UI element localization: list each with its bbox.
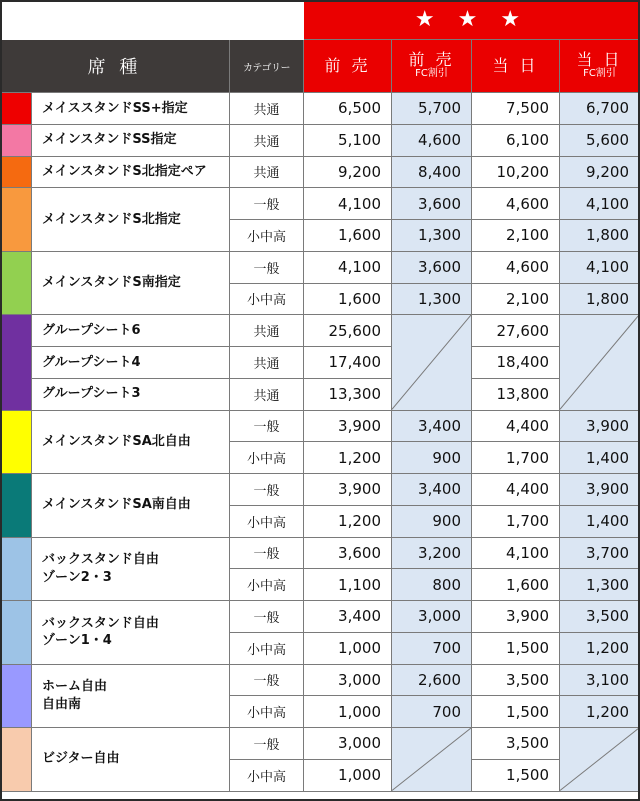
header-col-sublabel: FC割引 (583, 68, 616, 80)
price-cell: 900 (392, 506, 472, 538)
seat-name: メインスタンドS北指定ペア (32, 157, 230, 189)
price-cell: 1,200 (304, 442, 392, 474)
not-available-cell (392, 315, 472, 410)
price-cell: 13,800 (472, 379, 560, 411)
header-col-label: 前 売 (324, 55, 371, 75)
price-cell: 4,600 (472, 252, 560, 284)
section-color-swatch (0, 125, 32, 157)
price-cell: 900 (392, 442, 472, 474)
seat-name: ホーム自由 自由南 (32, 665, 230, 729)
price-cell: 4,100 (560, 188, 640, 220)
price-cell: 27,600 (472, 315, 560, 347)
seat-category: 小中高 (230, 442, 304, 474)
header-category: カテゴリー (230, 40, 304, 93)
seat-category: 一般 (230, 665, 304, 697)
section-color-swatch (0, 474, 32, 538)
price-cell: 1,500 (472, 760, 560, 792)
header-blank (0, 0, 304, 40)
price-cell: 7,500 (472, 93, 560, 125)
section-color-swatch (0, 728, 32, 792)
price-cell: 1,700 (472, 442, 560, 474)
price-cell: 1,200 (560, 633, 640, 665)
seat-category: 小中高 (230, 760, 304, 792)
price-cell: 3,400 (304, 601, 392, 633)
price-cell: 3,600 (392, 188, 472, 220)
seat-name: グループシート3 (32, 379, 230, 411)
header-seat-type: 席 種 (0, 40, 230, 93)
seat-category: 共通 (230, 379, 304, 411)
diagonal-slash-icon (392, 728, 471, 791)
price-cell: 800 (392, 569, 472, 601)
price-cell: 700 (392, 696, 472, 728)
seat-name: メインスタンドSA南自由 (32, 474, 230, 538)
price-cell: 8,400 (392, 157, 472, 189)
price-cell: 13,300 (304, 379, 392, 411)
seat-name: メインスタンドS南指定 (32, 252, 230, 316)
seat-category: 小中高 (230, 284, 304, 316)
seat-name: メインスタンドSS指定 (32, 125, 230, 157)
seat-category: 共通 (230, 125, 304, 157)
diagonal-slash-icon (560, 315, 639, 409)
price-cell: 4,100 (304, 252, 392, 284)
header-col-4 (560, 40, 640, 93)
price-cell: 3,000 (304, 728, 392, 760)
seat-category: 小中高 (230, 220, 304, 252)
price-cell: 3,400 (392, 411, 472, 443)
price-cell: 3,500 (560, 601, 640, 633)
seat-name: グループシート6 (32, 315, 230, 347)
price-cell: 3,500 (472, 665, 560, 697)
price-cell: 1,400 (560, 506, 640, 538)
header-col-label: 当 日 (492, 55, 539, 75)
seat-category: 一般 (230, 601, 304, 633)
header-col-sublabel: FC割引 (415, 68, 448, 80)
header-col-3 (472, 40, 560, 93)
seat-name: メインスタンドSA北自由 (32, 411, 230, 475)
price-cell: 1,300 (392, 220, 472, 252)
seat-category: 小中高 (230, 696, 304, 728)
price-cell: 1,600 (304, 284, 392, 316)
price-cell: 10,200 (472, 157, 560, 189)
header-col-label: 当 日 (576, 50, 623, 70)
price-cell: 3,500 (472, 728, 560, 760)
price-cell: 4,400 (472, 411, 560, 443)
price-cell: 3,100 (560, 665, 640, 697)
section-color-swatch (0, 538, 32, 602)
seat-category: 小中高 (230, 569, 304, 601)
price-cell: 3,700 (560, 538, 640, 570)
price-cell: 6,100 (472, 125, 560, 157)
section-color-swatch (0, 315, 32, 410)
price-cell: 3,000 (392, 601, 472, 633)
price-cell: 1,000 (304, 696, 392, 728)
price-cell: 1,300 (560, 569, 640, 601)
price-cell: 3,900 (304, 474, 392, 506)
price-cell: 9,200 (560, 157, 640, 189)
price-cell: 1,000 (304, 633, 392, 665)
section-color-swatch (0, 411, 32, 475)
price-cell: 4,400 (472, 474, 560, 506)
seat-category: 共通 (230, 93, 304, 125)
not-available-cell (392, 728, 472, 792)
price-cell: 2,100 (472, 284, 560, 316)
seat-category: 共通 (230, 315, 304, 347)
seat-category: 小中高 (230, 506, 304, 538)
price-cell: 4,100 (472, 538, 560, 570)
seat-category: 小中高 (230, 633, 304, 665)
header-stars: ★ ★ ★ (304, 0, 640, 40)
section-color-swatch (0, 157, 32, 189)
seat-category: 一般 (230, 252, 304, 284)
price-cell: 4,100 (560, 252, 640, 284)
price-cell: 1,200 (560, 696, 640, 728)
price-cell: 4,600 (392, 125, 472, 157)
price-cell: 1,600 (304, 220, 392, 252)
price-cell: 5,700 (392, 93, 472, 125)
section-color-swatch (0, 665, 32, 729)
section-color-swatch (0, 252, 32, 316)
price-cell: 5,600 (560, 125, 640, 157)
not-available-cell (560, 728, 640, 792)
section-color-swatch (0, 188, 32, 252)
header-col-label: 前 売 (408, 50, 455, 70)
price-cell: 3,000 (304, 665, 392, 697)
price-cell: 3,900 (304, 411, 392, 443)
seat-name: ビジター自由 (32, 728, 230, 792)
diagonal-slash-icon (392, 315, 471, 409)
price-cell: 1,400 (560, 442, 640, 474)
price-cell: 1,800 (560, 220, 640, 252)
price-cell: 3,600 (304, 538, 392, 570)
seat-name: グループシート4 (32, 347, 230, 379)
header-col-1 (304, 40, 392, 93)
seat-category: 共通 (230, 157, 304, 189)
seat-category: 一般 (230, 474, 304, 506)
seat-name: バックスタンド自由 ゾーン1・4 (32, 601, 230, 665)
price-cell: 3,600 (392, 252, 472, 284)
price-cell: 9,200 (304, 157, 392, 189)
price-cell: 700 (392, 633, 472, 665)
price-cell: 6,500 (304, 93, 392, 125)
price-cell: 18,400 (472, 347, 560, 379)
section-color-swatch (0, 93, 32, 125)
seat-name: バックスタンド自由 ゾーン2・3 (32, 538, 230, 602)
seat-category: 共通 (230, 347, 304, 379)
price-cell: 17,400 (304, 347, 392, 379)
header-col-2 (392, 40, 472, 93)
price-cell: 1,300 (392, 284, 472, 316)
seat-category: 一般 (230, 411, 304, 443)
price-cell: 4,100 (304, 188, 392, 220)
not-available-cell (560, 315, 640, 410)
price-cell: 1,200 (304, 506, 392, 538)
seat-name: メインスタンドS北指定 (32, 188, 230, 252)
section-color-swatch (0, 601, 32, 665)
price-cell: 3,900 (560, 474, 640, 506)
price-cell: 1,500 (472, 633, 560, 665)
seat-category: 一般 (230, 728, 304, 760)
price-cell: 1,600 (472, 569, 560, 601)
seat-name: メイススタンドSS+指定 (32, 93, 230, 125)
price-cell: 3,900 (560, 411, 640, 443)
price-cell: 1,500 (472, 696, 560, 728)
price-cell: 2,600 (392, 665, 472, 697)
diagonal-slash-icon (560, 728, 639, 791)
seat-category: 一般 (230, 188, 304, 220)
price-cell: 1,000 (304, 760, 392, 792)
price-cell: 5,100 (304, 125, 392, 157)
price-cell: 1,700 (472, 506, 560, 538)
price-cell: 1,800 (560, 284, 640, 316)
price-cell: 3,900 (472, 601, 560, 633)
price-cell: 1,100 (304, 569, 392, 601)
price-cell: 25,600 (304, 315, 392, 347)
price-cell: 2,100 (472, 220, 560, 252)
price-cell: 4,600 (472, 188, 560, 220)
price-cell: 3,200 (392, 538, 472, 570)
price-cell: 3,400 (392, 474, 472, 506)
price-cell: 6,700 (560, 93, 640, 125)
seat-category: 一般 (230, 538, 304, 570)
